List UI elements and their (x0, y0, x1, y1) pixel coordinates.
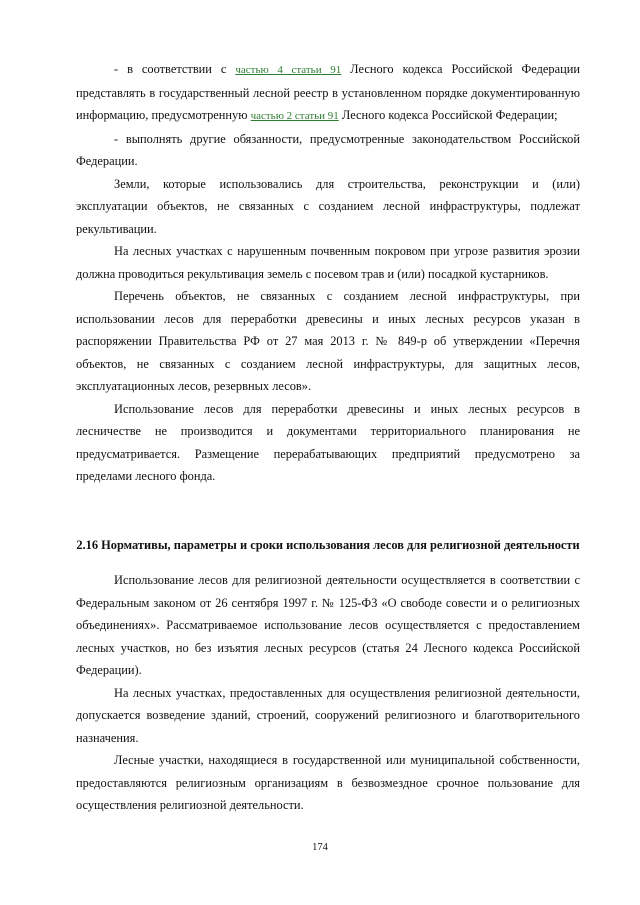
paragraph-religious-buildings: На лесных участках, предоставленных для осуществления религиозной деятельности, допускается возведение зданий, строений, сооружений религиозного и благотворительного назначения. (76, 685, 580, 745)
paragraph-obligation-reporting: - в соответствии с частью 4 статьи 91 Лесного кодекса Российской Федерации представлять в государственный лесной реестр в установленном порядке документированную информацию, предусмотренную частью 2 статьи 91 Лесного кодекса Российской Федерации; (76, 62, 580, 122)
law-link-article-91-part-4[interactable]: частью 4 статьи 91 (235, 64, 342, 76)
top-text-block (76, 58, 580, 488)
paragraph-land-recultivation: Земли, которые использовались для строительства, реконструкции и (или) эксплуатации объектов, не связанных с созданием лесной инфраструктуры, подлежат рекультивации. (76, 176, 580, 236)
law-link-article-91-part-2[interactable]: частью 2 статьи 91 (250, 110, 339, 122)
section-heading: 2.16 Нормативы, параметры и сроки использования лесов для религиозной деятельности (76, 538, 580, 552)
paragraph-other-obligations: - выполнять другие обязанности, предусмотренные законодательством Российской Федерации. (76, 131, 580, 168)
paragraph-erosion-recultivation: На лесных участках с нарушенным почвенным покровом при угрозе развития эрозии должна проводиться рекультивация земель с посевом трав и (или) посадкой кустарников. (76, 244, 580, 281)
paragraph-religious-use: Использование лесов для религиозной деятельности осуществляется в соответствии с Федеральным законом от 26 сентября 1997 г. № 125-ФЗ «О свободе совести и о религиозных объединениях». Рассматриваемое использование лесов осуществляется с предоставлением лесных участков, но без изъятия лесных ресурсов (статья 24 Лесного кодекса Российской Федерации). (76, 573, 580, 677)
section-text-block (76, 569, 580, 817)
paragraph-processing-not-performed: Использование лесов для переработки древесины и иных лесных ресурсов в лесничестве не производится и документами территориального планирования не предусматривается. Размещение перерабатывающих предприятий предусмотрено за пределами лесного фонда. (76, 401, 580, 483)
page-number: 174 (312, 842, 328, 853)
paragraph-objects-list: Перечень объектов, не связанных с созданием лесной инфраструктуры, при использовании лесов для переработки древесины и иных лесных ресурсов указан в распоряжении Правительства РФ от 27 мая 2013 г. № 849-р об утверждении «Перечня объектов, не связанных с созданием лесной инфраструктуры, для защитных лесов, эксплуатационных лесов, резервных лесов». (76, 289, 580, 393)
paragraph-free-use: Лесные участки, находящиеся в государственной или муниципальной собственности, предоставляются религиозным организациям в безвозмездное срочное пользование для осуществления религиозной деятельности. (76, 753, 580, 812)
